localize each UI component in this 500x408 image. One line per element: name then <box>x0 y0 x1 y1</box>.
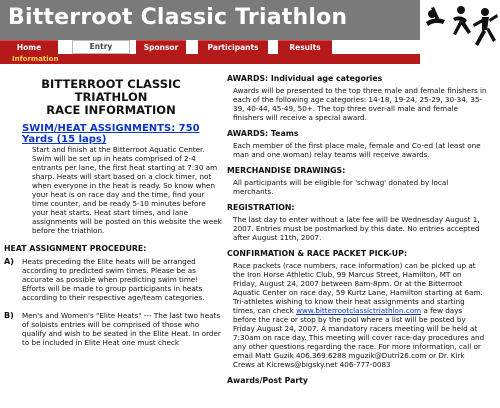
item-marker: A) <box>4 257 14 266</box>
merchandise-section <box>225 166 487 196</box>
title-line: BITTERROOT CLASSIC <box>41 77 181 91</box>
item-marker: B) <box>4 311 14 320</box>
runner-figure <box>473 8 498 46</box>
awards-teams-section <box>225 129 487 159</box>
list-item <box>4 257 222 302</box>
section-text: Awards will be presented to the top three male and female finishers in each of the following age categories: 14-18, 19-24, 25-29, 30-34, 35-39, 40-44, 45-49, 50+. The top three over-all male and female finishers will receive a special award. <box>233 86 487 122</box>
awards-post-party-heading: Awards/Post Party <box>227 376 308 385</box>
list-item <box>4 311 222 347</box>
title-line: TRIATHLON <box>74 90 148 104</box>
swim-paragraph: Start and finish at the Bitterroot Aquatic Center. Swim will be set up in heats comprised of 2-4 entrants per lane, the first heat starting at 7:30 am sharp. Heats will start based on a clock timer, not when everyone in the heat is ready. So know when your heat is on race day and the time, find your time counter, and be ready 5-10 minutes before your heat starts. Heat start times, and lane assignments will be posted on this website the week before the triathlon. <box>32 145 222 235</box>
left-column <box>0 74 222 408</box>
main-nav <box>0 40 420 54</box>
swimmer-figure <box>426 7 445 26</box>
race-info-title <box>0 78 222 117</box>
packet-pickup-section <box>225 249 487 369</box>
subnav-information-link[interactable]: Information <box>12 55 59 63</box>
tab-participants[interactable]: Participants <box>198 40 268 55</box>
tab-entry[interactable]: Entry <box>72 40 130 54</box>
packet-text-after: a few days before the race or stop by the pool where a list will be posted by Friday August 24, 2007. A mandatory racers meeting will be held at 7:30am on race day. This meeting will cover race-day procedures and any other questions regarding the race. For more information, call or email Matt Guzik 406.369.6288 mguzik@Dutri26.com or Dr. Kirk Crews at Kicrews@bigsky.net 406-777-0083 <box>233 306 485 369</box>
title-line: RACE INFORMATION <box>46 103 176 117</box>
swim-heat-heading: SWIM/HEAT ASSIGNMENTS: 750 Yards (15 laps) <box>22 123 200 145</box>
section-text: Each member of the first place male, female and Co-ed (at least one man and one woman) relay teams will receive awards. <box>233 141 481 159</box>
item-text: Men's and Women's "Elite Heats" --- The last two heats of soloists entries will be comprised of those who qualify and wish to be seated in the Elite Heat. In order to be included in Elite Heat one must check <box>22 311 221 347</box>
section-text: All participants will be eligible for 'schwag' donated by local merchants. <box>233 178 449 196</box>
section-heading: CONFIRMATION & RACE PACKET PICK-UP: <box>227 249 407 258</box>
site-header <box>0 0 420 40</box>
tab-results[interactable]: Results <box>278 40 332 55</box>
packet-text-before: Race packets (race numbers, race information) can be picked up at the Iron Horse Athletic Club, 99 Marcus Street, Hamilton, MT on Friday, August 24, 2007 between 8am-8pm. Or at the Bitterroot Aquatic Center on race day, 59 Kurtz Lane, Hamilton starting at 6am. Tri-athletes wishing to know their heat assignments and starting times, can check <box>233 261 483 315</box>
sub-nav-bar <box>0 54 420 64</box>
registration-section <box>225 203 487 242</box>
site-title: Bitterroot Classic Triathlon <box>8 5 348 30</box>
section-heading: MERCHANDISE DRAWINGS: <box>227 166 346 175</box>
tab-sponsor[interactable]: Sponsor <box>136 40 186 55</box>
section-heading: AWARDS: Individual age categories <box>227 74 383 83</box>
section-heading: REGISTRATION: <box>227 203 295 212</box>
right-column <box>225 74 487 408</box>
section-heading: AWARDS: Teams <box>227 129 299 138</box>
heat-procedure-heading: HEAT ASSIGNMENT PROCEDURE: <box>4 244 147 253</box>
website-link[interactable]: www.bitterrootclassictriathlon.com <box>296 306 422 315</box>
awards-individual-section <box>225 74 487 122</box>
tab-home[interactable]: Home <box>0 40 58 55</box>
cyclist-figure <box>453 6 471 35</box>
triathlete-silhouettes-icon <box>423 0 500 62</box>
section-text <box>233 261 487 369</box>
section-text: The last day to enter without a late fee will be Wednesday August 1, 2007. Entries must be postmarked by this date. No entries accepted after August 11th, 2007. <box>233 215 480 242</box>
item-text: Heats preceding the Elite heats will be arranged according to predicted swim times. Please be as accurate as possible when predicting swim time! Efforts will be made to group participants in heats according to their respective age/team categories. <box>22 257 205 302</box>
